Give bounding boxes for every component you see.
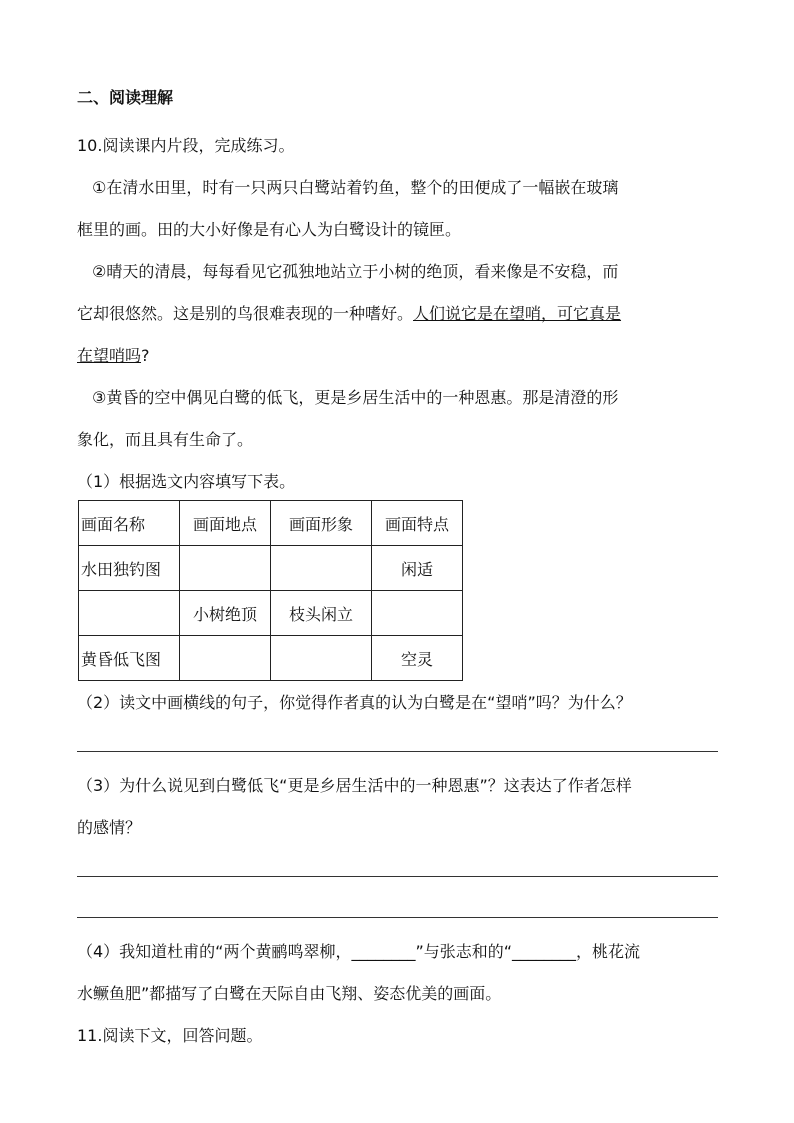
passage-paragraph-3-line-1: ③黄昏的空中偶见白鹭的低飞，更是乡居生活中的一种恩惠。那是清澄的形 xyxy=(92,388,619,407)
sub-question-3-line-2: 的感情？ xyxy=(77,818,142,837)
answer-line[interactable] xyxy=(77,751,718,752)
passage-paragraph-1-line-2: 框里的画。田的大小好像是有心人为白鹭设计的镜匣。 xyxy=(77,220,462,239)
passage-paragraph-2-line-2 xyxy=(77,303,621,325)
sub-question-3-line-1: （3）为什么说见到白鹭低飞“更是乡居生活中的一种恩惠”？这表达了作者怎样 xyxy=(77,776,632,795)
sub-question-4-line-1: （4）我知道杜甫的“两个黄鹂鸣翠柳，________”与张志和的“________，桃花流 xyxy=(77,942,641,961)
table-header-cell: 画面特点 xyxy=(372,501,463,546)
passage-paragraph-2-line-3 xyxy=(77,345,150,367)
answer-line[interactable] xyxy=(77,876,718,877)
question-mark: ? xyxy=(141,346,150,365)
question-10-intro: 10.阅读课内片段，完成练习。 xyxy=(77,136,295,155)
table-row xyxy=(79,591,463,636)
table-cell-blank[interactable] xyxy=(180,546,271,591)
table-header-cell: 画面名称 xyxy=(79,501,180,546)
table-cell: 闲适 xyxy=(372,546,463,591)
question-11-intro: 11.阅读下文，回答问题。 xyxy=(77,1026,263,1045)
table-cell: 水田独钓图 xyxy=(79,546,180,591)
sub-question-4-line-2: 水鳜鱼肥”都描写了白鹭在天际自由飞翔、姿态优美的画面。 xyxy=(77,984,502,1003)
table-cell-blank[interactable] xyxy=(271,546,372,591)
table-row xyxy=(79,636,463,681)
table-cell-blank[interactable] xyxy=(372,591,463,636)
passage-text: 它却很悠然。这是别的鸟很难表现的一种嗜好。 xyxy=(77,304,414,323)
passage-paragraph-2-line-1: ②晴天的清晨，每每看见它孤独地站立于小树的绝顶，看来像是不安稳，而 xyxy=(92,262,619,281)
table-cell: 黄昏低飞图 xyxy=(79,636,180,681)
fill-in-table xyxy=(78,500,463,681)
table-cell: 小树绝顶 xyxy=(180,591,271,636)
table-header-row xyxy=(79,501,463,546)
table-cell: 空灵 xyxy=(372,636,463,681)
passage-paragraph-1-line-1: ①在清水田里，时有一只两只白鹭站着钓鱼，整个的田便成了一幅嵌在玻璃 xyxy=(92,178,619,197)
section-heading: 二、阅读理解 xyxy=(77,88,174,107)
underlined-sentence-part-1: 人们说它是在望哨，可它真是 xyxy=(413,304,622,323)
table-header-cell: 画面形象 xyxy=(271,501,372,546)
table-cell-blank[interactable] xyxy=(180,636,271,681)
underlined-sentence-part-2: 在望哨吗 xyxy=(77,346,142,365)
table-header-cell: 画面地点 xyxy=(180,501,271,546)
table-cell-blank[interactable] xyxy=(79,591,180,636)
table-cell-blank[interactable] xyxy=(271,636,372,681)
sub-question-1: （1）根据选文内容填写下表。 xyxy=(77,472,296,491)
table-cell: 枝头闲立 xyxy=(271,591,372,636)
sub-question-2: （2）读文中画横线的句子，你觉得作者真的认为白鹭是在“望哨”吗？为什么？ xyxy=(77,693,632,712)
answer-line[interactable] xyxy=(77,917,718,918)
passage-paragraph-3-line-2: 象化，而且具有生命了。 xyxy=(77,430,254,449)
table-row xyxy=(79,546,463,591)
